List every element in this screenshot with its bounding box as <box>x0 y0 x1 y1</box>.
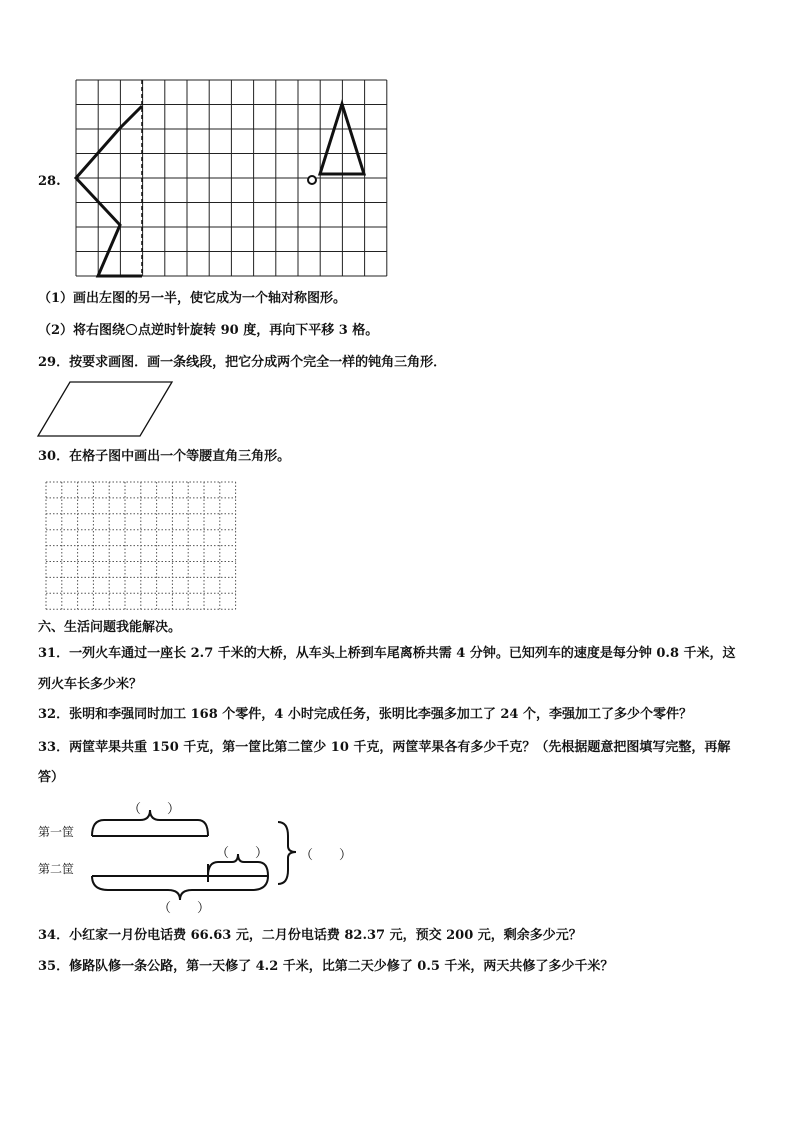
question-33-line2: 答） <box>38 770 65 785</box>
question-31-line1: 31．一列火车通过一座长 2.7 千米的大桥，从车头上桥到车尾离桥共需 4 分钟。已知列车的速度是每分钟 0.8 千米，这 <box>38 646 736 661</box>
question-32-text: 32．张明和李强同时加工 168 个零件，4 小时完成任务，张明比李强多加工了 24 个，李强加工了多少个零件？ <box>38 707 692 722</box>
question-30-text: 30．在格子图中画出一个等腰直角三角形。 <box>38 449 291 464</box>
question-28-sub2: （2）将右图绕 点逆时针旋转 90 度，再向下平移 3 格。 <box>38 323 379 338</box>
question-28-sub1: （1）画出左图的另一半，使它成为一个轴对称图形。 <box>38 291 347 306</box>
blank-total[interactable]: （ ） <box>300 848 353 863</box>
total-brace <box>278 822 296 884</box>
label-first-basket: 第一筐 <box>38 825 75 839</box>
question-29-text: 29．按要求画图．画一条线段，把它分成两个完全一样的钝角三角形． <box>38 355 447 370</box>
label-second-basket: 第二筐 <box>38 862 75 876</box>
question-35-text: 35．修路队修一条公路，第一天修了 4.2 千米，比第二天少修了 0.5 千米，两天共修了多少千米？ <box>38 959 614 974</box>
blank-difference[interactable]: （ ） <box>216 846 269 861</box>
question-34-text: 34．小红家一月份电话费 66.63 元，二月份电话费 82.37 元，预交 200 元，剩余多少元？ <box>38 928 582 943</box>
question-31-line2: 列火车长多少米？ <box>38 677 143 692</box>
question-28-number: 28. <box>38 174 61 189</box>
section-6-heading: 六、生活问题我能解决。 <box>38 620 182 635</box>
question-33-line1: 33．两筐苹果共重 150 千克，第一筐比第二筐少 10 千克，两筐苹果各有多少千克？（先根据题意把图填写完整，再解 <box>38 740 731 755</box>
blank-first-basket[interactable]: （ ） <box>128 802 181 817</box>
blank-second-basket[interactable]: （ ） <box>158 901 211 916</box>
